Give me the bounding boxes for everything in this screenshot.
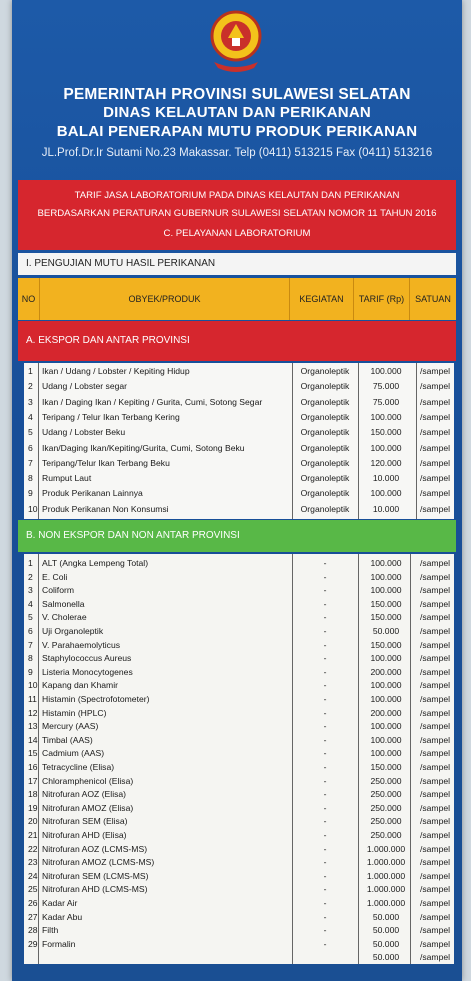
cell-sat: /sampel bbox=[419, 748, 451, 759]
cell-tarif: 100.000 bbox=[370, 411, 402, 422]
tariff-line-1: TARIF JASA LABORATORIUM PADA DINAS KELAUTAN DAN PERIKANAN bbox=[74, 190, 400, 201]
cell-sat: /sampel bbox=[419, 898, 451, 908]
cell-obj: Rumput Laut bbox=[42, 473, 92, 484]
cell-keg: - bbox=[323, 612, 327, 623]
cell-no: 2 bbox=[28, 571, 33, 582]
cell-sat: /sampel bbox=[419, 366, 451, 376]
address-line: JL.Prof.Dr.Ir Sutami No.23 Makassar. Telp (0411) 513215 Fax (0411) 513216 bbox=[41, 147, 433, 159]
cell-obj: ALT (Angka Lempeng Total) bbox=[42, 558, 149, 568]
banner-header bbox=[12, 0, 462, 175]
cell-keg: - bbox=[323, 558, 327, 568]
cell-sat: /sampel bbox=[419, 381, 451, 392]
col-tarif: TARIF (Rp) bbox=[354, 278, 410, 320]
cell-tarif: 50.000 bbox=[372, 925, 400, 936]
cell-sat: /sampel bbox=[419, 925, 451, 936]
cell-keg: Organoleptik bbox=[300, 411, 350, 422]
cell-keg: - bbox=[323, 680, 327, 691]
cell-keg: - bbox=[323, 707, 327, 718]
cell-keg: - bbox=[323, 884, 327, 895]
cell-sat: /sampel bbox=[419, 473, 451, 484]
cell-obj: Listeria Monocytogenes bbox=[42, 666, 133, 677]
section-a-table bbox=[24, 363, 454, 519]
cell-obj: Udang / Lobster segar bbox=[42, 381, 128, 392]
tariff-line-3: C. PELAYANAN LABORATORIUM bbox=[163, 228, 311, 239]
cell-tarif: 75.000 bbox=[372, 381, 400, 392]
cell-keg: - bbox=[323, 870, 327, 881]
cell-sat: /sampel bbox=[419, 870, 451, 881]
cell-sat: /sampel bbox=[419, 816, 451, 827]
cell-no: 22 bbox=[28, 843, 38, 854]
cell-tarif: 100.000 bbox=[370, 558, 402, 568]
cell-no: 29 bbox=[28, 938, 38, 949]
cell-no: 20 bbox=[28, 816, 38, 827]
cell-obj: Histamin (HPLC) bbox=[42, 707, 107, 718]
cell-keg: - bbox=[323, 748, 327, 759]
price-banner bbox=[12, 0, 462, 981]
cell-no: 17 bbox=[28, 775, 38, 786]
cell-sat: /sampel bbox=[419, 911, 451, 922]
cell-no: 5 bbox=[28, 612, 33, 623]
cell-no: 7 bbox=[28, 639, 33, 650]
cell-sat: /sampel bbox=[419, 952, 451, 963]
cell-obj: Produk Perikanan Lainnya bbox=[42, 488, 143, 499]
cell-keg: Organoleptik bbox=[300, 473, 350, 484]
cell-keg: - bbox=[323, 626, 327, 636]
cell-sat: /sampel bbox=[419, 411, 451, 422]
cell-no: 4 bbox=[28, 598, 33, 609]
cell-no: 5 bbox=[28, 427, 33, 438]
cell-obj: Formalin bbox=[42, 938, 76, 949]
cell-obj: Produk Perikanan Non Konsumsi bbox=[42, 503, 169, 514]
cell-tarif: 200.000 bbox=[370, 707, 402, 718]
cell-sat: /sampel bbox=[419, 427, 451, 438]
cell-no: 21 bbox=[28, 830, 38, 840]
cell-keg: - bbox=[323, 938, 327, 949]
cell-no: 15 bbox=[28, 748, 38, 759]
cell-sat: /sampel bbox=[419, 598, 451, 609]
cell-keg: Organoleptik bbox=[300, 503, 350, 514]
cell-obj: Nitrofuran SEM (Elisa) bbox=[42, 816, 128, 827]
col-keg: KEGIATAN bbox=[290, 278, 354, 320]
cell-obj: Teripang/Telur Ikan Terbang Beku bbox=[42, 457, 170, 468]
cell-sat: /sampel bbox=[419, 585, 451, 596]
cell-tarif: 250.000 bbox=[370, 789, 402, 800]
cell-no: 11 bbox=[28, 694, 37, 704]
cell-obj: Ikan / Daging Ikan / Kepiting / Gurita, Cumi, Sotong Segar bbox=[42, 396, 263, 407]
cell-sat: /sampel bbox=[419, 938, 451, 949]
cell-keg: - bbox=[323, 639, 327, 650]
cell-keg: Organoleptik bbox=[300, 366, 350, 376]
cell-sat: /sampel bbox=[419, 488, 451, 499]
cell-keg: Organoleptik bbox=[300, 488, 350, 499]
cell-sat: /sampel bbox=[419, 396, 451, 407]
section-b-title: B. NON EKSPOR DAN NON ANTAR PROVINSI bbox=[18, 520, 456, 552]
tariff-box bbox=[18, 180, 456, 250]
cell-obj: Coliform bbox=[42, 585, 74, 596]
cell-tarif: 1.000.000 bbox=[366, 857, 406, 868]
cell-tarif: 250.000 bbox=[370, 816, 402, 827]
cell-keg: Organoleptik bbox=[300, 396, 350, 407]
cell-no: 23 bbox=[28, 857, 38, 868]
cell-obj: Teripang / Telur Ikan Terbang Kering bbox=[42, 411, 180, 422]
cell-tarif: 50.000 bbox=[372, 911, 400, 922]
cell-sat: /sampel bbox=[419, 830, 451, 840]
cell-tarif: 50.000 bbox=[372, 952, 400, 963]
cell-obj: Nitrofuran AOZ (LCMS-MS) bbox=[42, 843, 148, 854]
cell-sat: /sampel bbox=[419, 680, 451, 691]
cell-no: 26 bbox=[28, 898, 38, 908]
cell-obj: Nitrofuran AMOZ (LCMS-MS) bbox=[42, 857, 155, 868]
cell-sat: /sampel bbox=[419, 857, 451, 868]
cell-obj: Ikan/Daging Ikan/Kepiting/Gurita, Cumi, Sotong Beku bbox=[42, 442, 245, 453]
cell-no: 8 bbox=[28, 473, 33, 484]
cell-sat: /sampel bbox=[419, 558, 451, 568]
cell-tarif: 1.000.000 bbox=[366, 870, 406, 881]
section-b-table bbox=[24, 554, 454, 964]
cell-sat: /sampel bbox=[419, 734, 451, 745]
cell-keg: - bbox=[323, 694, 327, 704]
cell-tarif: 100.000 bbox=[370, 585, 402, 596]
cell-keg: - bbox=[323, 721, 327, 732]
cell-no: 3 bbox=[28, 396, 33, 407]
cell-tarif: 100.000 bbox=[370, 488, 402, 499]
cell-no: 6 bbox=[28, 442, 33, 453]
cell-keg: - bbox=[323, 857, 327, 868]
cell-tarif: 10.000 bbox=[372, 503, 400, 514]
cell-no: 1 bbox=[28, 558, 33, 568]
cell-sat: /sampel bbox=[419, 707, 451, 718]
cell-obj: Uji Organoleptik bbox=[42, 626, 104, 636]
cell-tarif: 200.000 bbox=[370, 666, 402, 677]
cell-keg: - bbox=[323, 816, 327, 827]
cell-no: 19 bbox=[28, 802, 38, 813]
cell-keg: - bbox=[323, 802, 327, 813]
cell-keg: - bbox=[323, 762, 327, 772]
cell-obj: Nitrofuran AOZ (Elisa) bbox=[42, 789, 127, 800]
cell-keg: - bbox=[323, 666, 327, 677]
cell-no: 24 bbox=[28, 870, 38, 881]
cell-no: 16 bbox=[28, 762, 38, 772]
cell-sat: /sampel bbox=[419, 666, 451, 677]
cell-tarif: 250.000 bbox=[370, 802, 402, 813]
header-line-1: PEMERINTAH PROVINSI SULAWESI SELATAN bbox=[63, 86, 411, 103]
cell-obj: Timbal (AAS) bbox=[42, 734, 93, 745]
cell-sat: /sampel bbox=[419, 721, 451, 732]
cell-no: 1 bbox=[28, 366, 33, 376]
cell-tarif: 250.000 bbox=[370, 830, 402, 840]
cell-tarif: 75.000 bbox=[372, 396, 400, 407]
cell-tarif: 1.000.000 bbox=[366, 843, 406, 854]
cell-keg: - bbox=[323, 911, 327, 922]
cell-obj: Kapang dan Khamir bbox=[42, 680, 118, 691]
cell-obj: Udang / Lobster Beku bbox=[42, 427, 126, 438]
cell-no: 2 bbox=[28, 381, 33, 392]
cell-obj: Nitrofuran AMOZ (Elisa) bbox=[42, 802, 134, 813]
cell-tarif: 120.000 bbox=[370, 457, 402, 468]
cell-no: 13 bbox=[28, 721, 38, 732]
cell-keg: - bbox=[323, 598, 327, 609]
cell-tarif: 150.000 bbox=[370, 612, 402, 623]
cell-keg: Organoleptik bbox=[300, 427, 350, 438]
cell-keg: - bbox=[323, 571, 327, 582]
column-header-row bbox=[18, 278, 456, 320]
cell-tarif: 150.000 bbox=[370, 639, 402, 650]
cell-sat: /sampel bbox=[419, 802, 451, 813]
cell-obj: Histamin (Spectrofotometer) bbox=[42, 694, 150, 704]
cell-obj: Tetracycline (Elisa) bbox=[42, 762, 115, 772]
header-line-2: DINAS KELAUTAN DAN PERIKANAN bbox=[103, 104, 371, 121]
cell-obj: Kadar Air bbox=[42, 898, 78, 908]
cell-keg: Organoleptik bbox=[300, 457, 350, 468]
cell-no: 10 bbox=[28, 680, 38, 691]
cell-tarif: 1.000.000 bbox=[366, 884, 406, 895]
cell-sat: /sampel bbox=[419, 503, 451, 514]
cell-no: 9 bbox=[28, 488, 33, 499]
cell-sat: /sampel bbox=[419, 571, 451, 582]
cell-tarif: 100.000 bbox=[370, 748, 402, 759]
col-sat: SATUAN bbox=[415, 294, 451, 304]
cell-obj: Chloramphenicol (Elisa) bbox=[42, 775, 134, 786]
cell-tarif: 100.000 bbox=[370, 366, 402, 376]
cell-sat: /sampel bbox=[419, 694, 451, 704]
cell-obj: Cadmium (AAS) bbox=[42, 748, 105, 759]
cell-keg: - bbox=[323, 843, 327, 854]
cell-sat: /sampel bbox=[419, 612, 451, 623]
cell-keg: Organoleptik bbox=[300, 381, 350, 392]
cell-obj: V. Cholerae bbox=[42, 612, 87, 623]
cell-tarif: 100.000 bbox=[370, 653, 402, 664]
cell-no: 14 bbox=[28, 734, 38, 745]
cell-sat: /sampel bbox=[419, 626, 451, 636]
cell-sat: /sampel bbox=[419, 442, 451, 453]
cell-tarif: 50.000 bbox=[372, 626, 400, 636]
cell-no: 27 bbox=[28, 911, 38, 922]
cell-obj: Nitrofuran SEM (LCMS-MS) bbox=[42, 870, 149, 881]
cell-no: 9 bbox=[28, 666, 33, 677]
cell-tarif: 100.000 bbox=[370, 734, 402, 745]
cell-no: 7 bbox=[28, 457, 33, 468]
cell-obj: Staphylococcus Aureus bbox=[42, 653, 132, 664]
section-1-title: I. PENGUJIAN MUTU HASIL PERIKANAN bbox=[18, 253, 456, 275]
cell-no: 6 bbox=[28, 626, 33, 636]
cell-keg: Organoleptik bbox=[300, 442, 350, 453]
cell-keg: - bbox=[323, 898, 327, 908]
cell-obj: Nitrofuran AHD (Elisa) bbox=[42, 830, 127, 840]
cell-keg: - bbox=[323, 653, 327, 664]
cell-tarif: 100.000 bbox=[370, 680, 402, 691]
cell-no: 18 bbox=[28, 789, 38, 800]
cell-sat: /sampel bbox=[419, 653, 451, 664]
cell-tarif: 100.000 bbox=[370, 721, 402, 732]
cell-no: 28 bbox=[28, 925, 38, 936]
cell-obj: Ikan / Udang / Lobster / Kepiting Hidup bbox=[42, 366, 190, 376]
cell-tarif: 150.000 bbox=[370, 427, 402, 438]
cell-sat: /sampel bbox=[419, 775, 451, 786]
tariff-line-2: BERDASARKAN PERATURAN GUBERNUR SULAWESI SELATAN NOMOR 11 TAHUN 2016 bbox=[37, 208, 437, 219]
cell-keg: - bbox=[323, 775, 327, 786]
cell-no: 4 bbox=[28, 411, 33, 422]
header-line-3: BALAI PENERAPAN MUTU PRODUK PERIKANAN bbox=[56, 123, 418, 140]
cell-tarif: 50.000 bbox=[372, 938, 400, 949]
cell-sat: /sampel bbox=[419, 457, 451, 468]
cell-obj: Mercury (AAS) bbox=[42, 721, 99, 732]
cell-tarif: 10.000 bbox=[372, 473, 400, 484]
cell-tarif: 150.000 bbox=[370, 762, 402, 772]
cell-tarif: 100.000 bbox=[370, 442, 402, 453]
cell-obj: Nitrofuran AHD (LCMS-MS) bbox=[42, 884, 148, 895]
col-obj: OBYEK/PRODUK bbox=[40, 278, 290, 320]
cell-no: 10 bbox=[28, 503, 38, 514]
cell-sat: /sampel bbox=[419, 639, 451, 650]
cell-tarif: 100.000 bbox=[370, 571, 402, 582]
cell-sat: /sampel bbox=[419, 762, 451, 772]
cell-sat: /sampel bbox=[419, 789, 451, 800]
cell-obj: Filth bbox=[42, 925, 59, 936]
col-no: NO bbox=[18, 278, 40, 320]
cell-no: 12 bbox=[28, 707, 38, 718]
cell-obj: Salmonella bbox=[42, 598, 85, 609]
cell-keg: - bbox=[323, 925, 327, 936]
cell-tarif: 1.000.000 bbox=[366, 898, 406, 908]
cell-tarif: 150.000 bbox=[370, 598, 402, 609]
cell-no: 3 bbox=[28, 585, 33, 596]
province-emblem-icon bbox=[208, 6, 264, 76]
cell-sat: /sampel bbox=[419, 884, 451, 895]
cell-sat: /sampel bbox=[419, 843, 451, 854]
cell-obj: E. Coli bbox=[42, 571, 68, 582]
cell-no: 25 bbox=[28, 884, 38, 895]
cell-keg: - bbox=[323, 734, 327, 745]
cell-no: 8 bbox=[28, 653, 33, 664]
cell-tarif: 100.000 bbox=[370, 694, 402, 704]
cell-keg: - bbox=[323, 585, 327, 596]
cell-tarif: 250.000 bbox=[370, 775, 402, 786]
cell-obj: Kadar Abu bbox=[42, 911, 83, 922]
cell-obj: V. Parahaemolyticus bbox=[42, 639, 121, 650]
cell-keg: - bbox=[323, 830, 327, 840]
cell-keg: - bbox=[323, 789, 327, 800]
section-a-title: A. EKSPOR DAN ANTAR PROVINSI bbox=[18, 321, 456, 361]
